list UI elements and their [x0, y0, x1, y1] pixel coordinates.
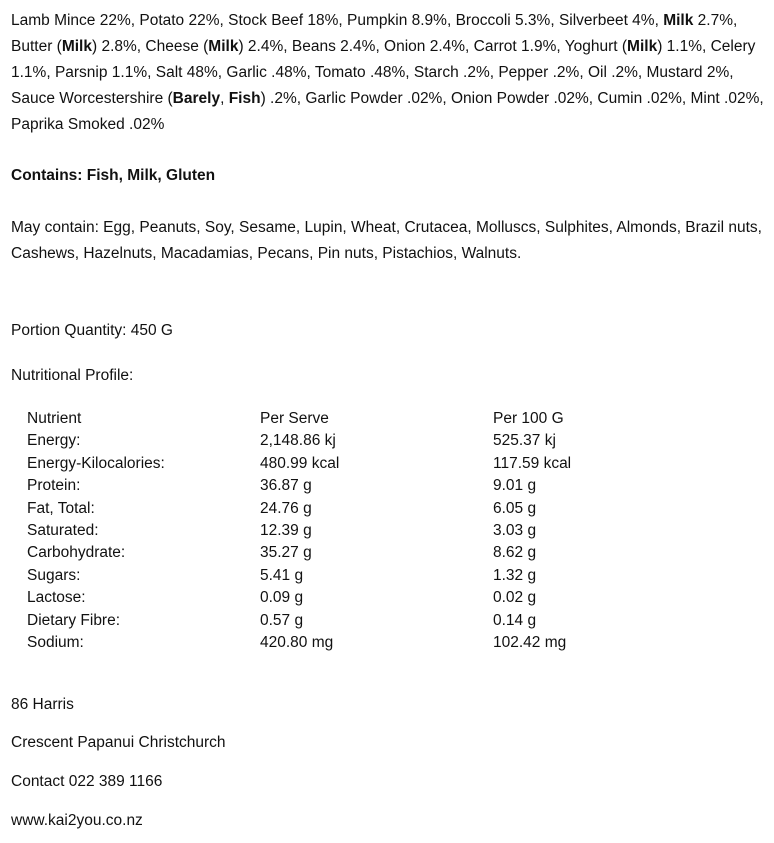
per-serve-value: 12.39 g: [260, 522, 312, 540]
per-serve-value: 5.41 g: [260, 566, 304, 584]
portion-quantity: Portion Quantity: 450 G: [11, 322, 173, 339]
per-serve-value: 0.09 g: [260, 589, 304, 607]
nutrition-header-row: [27, 408, 693, 430]
header-per-100g: Per 100 G: [493, 410, 564, 427]
contact-phone: Contact 022 389 1166: [11, 773, 163, 790]
per-serve-value: 420.80 mg: [260, 634, 334, 652]
ingredient-text: Lamb Mince 22%, Potato 22%, Stock Beef 18%, Pumpkin 8.9%, Broccoli 5.3%, Silverbeet 4%,: [11, 12, 664, 29]
per-100g-value: 3.03 g: [493, 522, 537, 540]
nutrient-name: Fat, Total:: [27, 499, 95, 517]
ingredient-text: ,: [220, 90, 229, 107]
nutrition-row: [27, 610, 693, 632]
per-100g-value: 102.42 mg: [493, 634, 567, 652]
ingredient-text: ) 1.1%, Celery 1.1%, Parsnip 1.1%, Salt 48%, Garlic .48%, Tomato .48%, Starch .2%, Pepper .2%, Oil .2%, Mustard 2%, Sauce Worcestershire (: [11, 38, 756, 107]
nutrition-row: [27, 430, 693, 452]
nutrient-name: Saturated:: [27, 522, 99, 540]
per-serve-value: 36.87 g: [260, 477, 312, 495]
allergen-highlight: Barely: [172, 90, 221, 107]
nutrient-name: Energy-Kilocalories:: [27, 454, 165, 472]
per-serve-value: 0.57 g: [260, 611, 304, 629]
ingredient-text: ) 2.4%, Beans 2.4%, Onion 2.4%, Carrot 1.9%, Yoghurt (: [238, 38, 628, 55]
nutrition-row: [27, 520, 693, 542]
per-100g-value: 525.37 kj: [493, 432, 556, 450]
allergen-highlight: Milk: [61, 38, 92, 55]
per-100g-value: 117.59 kcal: [493, 454, 572, 472]
per-100g-value: 0.14 g: [493, 611, 537, 629]
address-line-2: Crescent Papanui Christchurch: [11, 734, 226, 751]
header-per-serve: Per Serve: [260, 410, 329, 427]
nutrient-name: Protein:: [27, 477, 81, 495]
nutrition-row: [27, 498, 693, 520]
per-100g-value: 0.02 g: [493, 589, 537, 607]
nutrition-rows: [27, 430, 693, 654]
allergen-highlight: Fish: [228, 90, 261, 107]
allergen-contains: Contains: Fish, Milk, Gluten: [11, 167, 216, 184]
nutrition-row: [27, 453, 693, 475]
ingredient-text: 2.7%, Butter (: [11, 12, 738, 55]
per-serve-value: 2,148.86 kj: [260, 432, 336, 450]
nutrition-row: [27, 542, 693, 564]
nutrition-row: [27, 587, 693, 609]
per-100g-value: 1.32 g: [493, 566, 537, 584]
ingredient-text: ) .2%, Garlic Powder .02%, Onion Powder .02%, Cumin .02%, Mint .02%, Paprika Smoked .02%: [11, 90, 764, 133]
nutritional-profile-title: Nutritional Profile:: [11, 367, 134, 384]
nutrition-row: [27, 565, 693, 587]
per-serve-value: 480.99 kcal: [260, 454, 340, 472]
allergen-highlight: Milk: [627, 38, 658, 55]
allergen-may-contain: May contain: Egg, Peanuts, Soy, Sesame, Lupin, Wheat, Crutacea, Molluscs, Sulphites, Almonds, Brazil nuts, Cashews, Hazelnuts, Macadamias, Pecans, Pin nuts, Pistachios, Walnuts.: [11, 219, 762, 262]
nutrition-row: [27, 632, 693, 654]
website-link: www.kai2you.co.nz: [11, 812, 143, 829]
per-serve-value: 24.76 g: [260, 499, 312, 517]
per-100g-value: 8.62 g: [493, 544, 537, 562]
per-100g-value: 6.05 g: [493, 499, 537, 517]
nutrient-name: Sugars:: [27, 566, 81, 584]
nutrient-name: Lactose:: [27, 589, 86, 607]
ingredient-text: ) 2.8%, Cheese (: [91, 38, 209, 55]
allergen-highlight: Milk: [208, 38, 239, 55]
address-line-1: 86 Harris: [11, 696, 74, 713]
per-100g-value: 9.01 g: [493, 477, 537, 495]
allergen-highlight: Milk: [663, 12, 694, 29]
nutrient-name: Sodium:: [27, 634, 84, 652]
label-page: [11, 8, 769, 829]
per-serve-value: 35.27 g: [260, 544, 312, 562]
nutrient-name: Carbohydrate:: [27, 544, 126, 562]
nutrition-row: [27, 475, 693, 497]
nutrient-name: Dietary Fibre:: [27, 611, 121, 629]
header-nutrient: Nutrient: [27, 410, 82, 427]
nutrition-table: [27, 408, 693, 654]
nutrient-name: Energy:: [27, 432, 81, 450]
ingredients-list: [11, 8, 769, 138]
